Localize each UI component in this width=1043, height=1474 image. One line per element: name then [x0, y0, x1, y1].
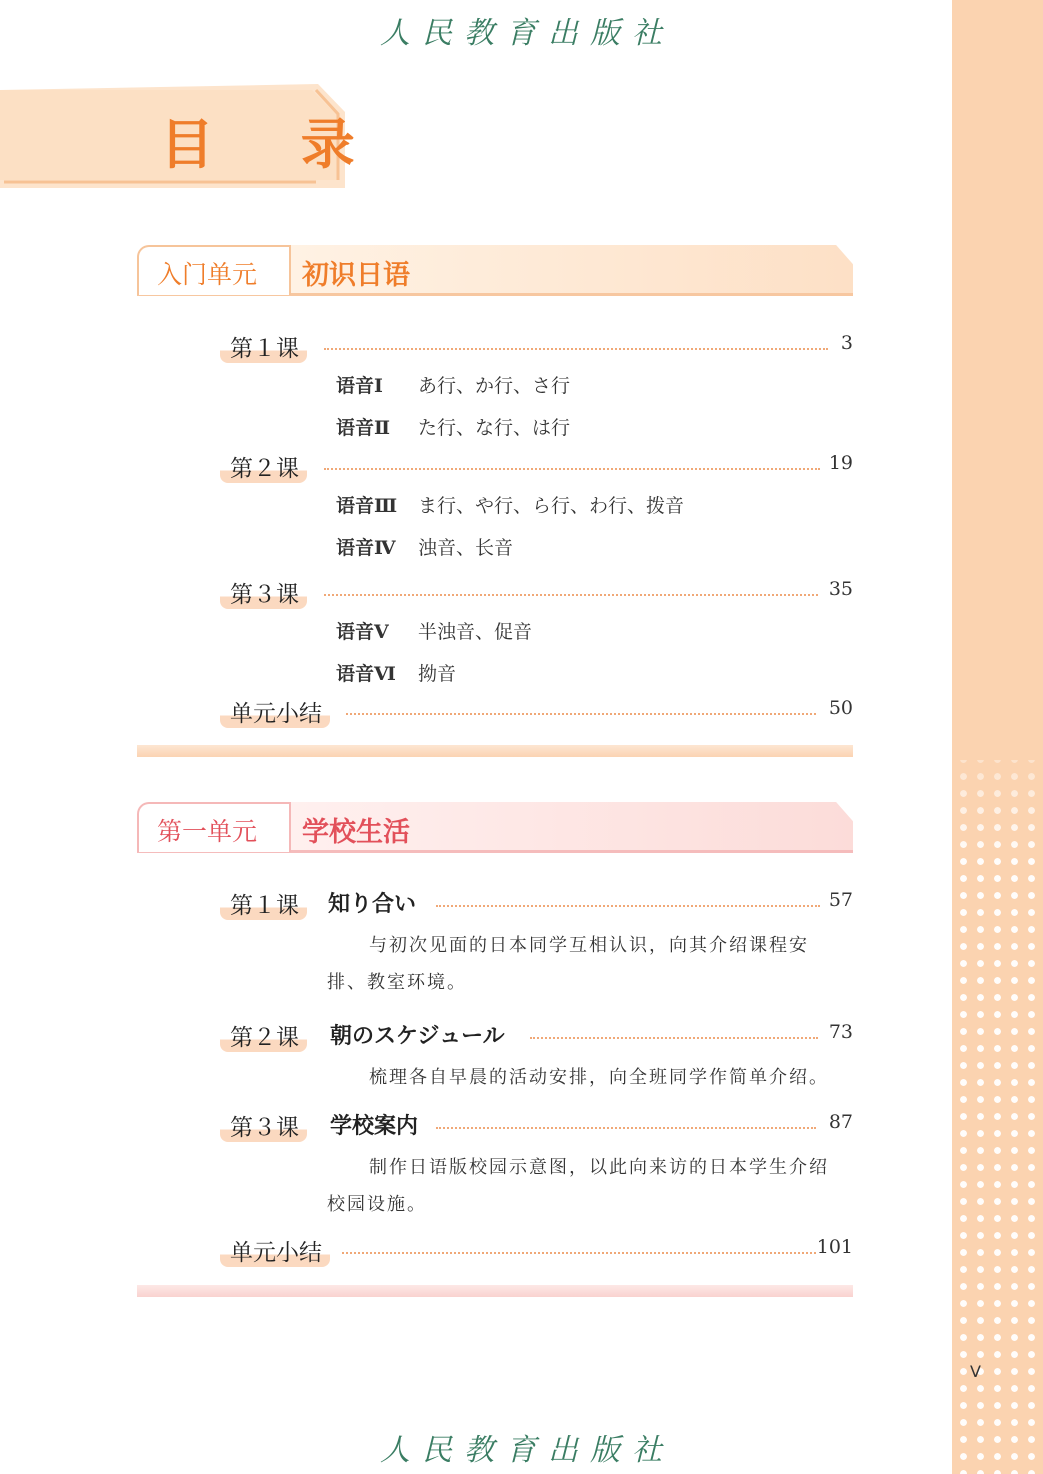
page-title: 目 录 [160, 113, 389, 176]
summary-label: 单元小结 [220, 1234, 330, 1267]
page-ref: 3 [840, 332, 853, 354]
leader-dots [324, 348, 828, 350]
sub-item-text: 浊音、长音 [418, 537, 514, 559]
lesson-label: 第２课 [220, 450, 307, 483]
toc-lesson-row[interactable] [220, 576, 853, 610]
leader-dots [530, 1037, 818, 1039]
sub-item-label: 语音Ⅵ [336, 663, 396, 685]
sub-item-text: ま行、や行、ら行、わ行、拨音 [418, 495, 685, 517]
unit-header-school-life [137, 802, 853, 854]
lesson-description: 制作日语版校园示意图，以此向来访的日本学生介绍校园设施。 [327, 1157, 829, 1215]
page-ref: 101 [816, 1236, 853, 1258]
page-ref: 87 [828, 1111, 853, 1133]
publisher-logo-top: 人民教育出版社 [380, 16, 674, 51]
toc-lesson-row[interactable] [220, 1019, 853, 1053]
toc-summary-row[interactable] [220, 695, 853, 729]
page-ref: 50 [828, 697, 853, 719]
leader-dots [342, 1252, 816, 1254]
page-ref: 19 [828, 452, 853, 474]
toc-lesson-row[interactable] [220, 1109, 853, 1143]
section-divider [137, 1285, 853, 1297]
unit-header-intro [137, 245, 853, 297]
sub-item-text: あ行、か行、さ行 [418, 375, 571, 397]
leader-dots [324, 468, 820, 470]
unit-title: 学校生活 [302, 817, 410, 848]
toc-sub-item [336, 491, 684, 518]
sub-item-label: 语音Ⅴ [336, 621, 389, 643]
sub-item-text: 半浊音、促音 [418, 621, 533, 643]
toc-lesson-row[interactable] [220, 330, 853, 364]
page-ref: 35 [828, 578, 853, 600]
leader-dots [436, 905, 820, 907]
page-number: V [970, 1362, 981, 1381]
toc-sub-item [336, 533, 513, 560]
publisher-logo-bottom: 人民教育出版社 [380, 1433, 674, 1468]
sub-item-label: 语音Ⅳ [336, 537, 396, 559]
summary-label: 单元小结 [220, 695, 330, 728]
side-decoration-fade [952, 700, 1043, 860]
toc-summary-row[interactable] [220, 1234, 853, 1268]
sub-item-label: 语音Ⅲ [336, 495, 398, 517]
sub-item-text: 拗音 [418, 663, 457, 685]
lesson-label: 第１课 [220, 330, 307, 363]
sub-item-label: 语音Ⅱ [336, 417, 391, 439]
unit-tab-label: 第一单元 [157, 817, 258, 846]
lesson-label: 第２课 [220, 1019, 307, 1052]
toc-sub-item [336, 617, 532, 644]
lesson-label: 第３课 [220, 576, 307, 609]
page-ref: 73 [828, 1021, 853, 1043]
unit-title: 初识日语 [302, 260, 410, 291]
lesson-subtitle: 朝のスケジュール [330, 1024, 505, 1049]
lesson-description: 梳理各自早晨的活动安排，向全班同学作简单介绍。 [369, 1067, 829, 1088]
toc-lesson-row[interactable] [220, 887, 853, 921]
lesson-label: 第１课 [220, 887, 307, 920]
section-divider [137, 745, 853, 757]
lesson-subtitle: 学校案内 [330, 1114, 419, 1139]
toc-sub-item [336, 413, 570, 440]
sub-item-label: 语音Ⅰ [336, 375, 383, 397]
leader-dots [436, 1127, 816, 1129]
leader-dots [324, 594, 818, 596]
lesson-label: 第３课 [220, 1109, 307, 1142]
toc-lesson-row[interactable] [220, 450, 853, 484]
toc-sub-item [336, 371, 570, 398]
toc-sub-item [336, 659, 456, 686]
side-decoration-band [952, 0, 1043, 760]
leader-dots [346, 713, 816, 715]
sub-item-text: た行、な行、は行 [418, 417, 571, 439]
lesson-description: 与初次见面的日本同学互相认识，向其介绍课程安排、教室环境。 [327, 935, 809, 993]
lesson-subtitle: 知り合い [328, 892, 417, 917]
unit-tab-label: 入门单元 [157, 260, 258, 289]
page-ref: 57 [828, 889, 853, 911]
